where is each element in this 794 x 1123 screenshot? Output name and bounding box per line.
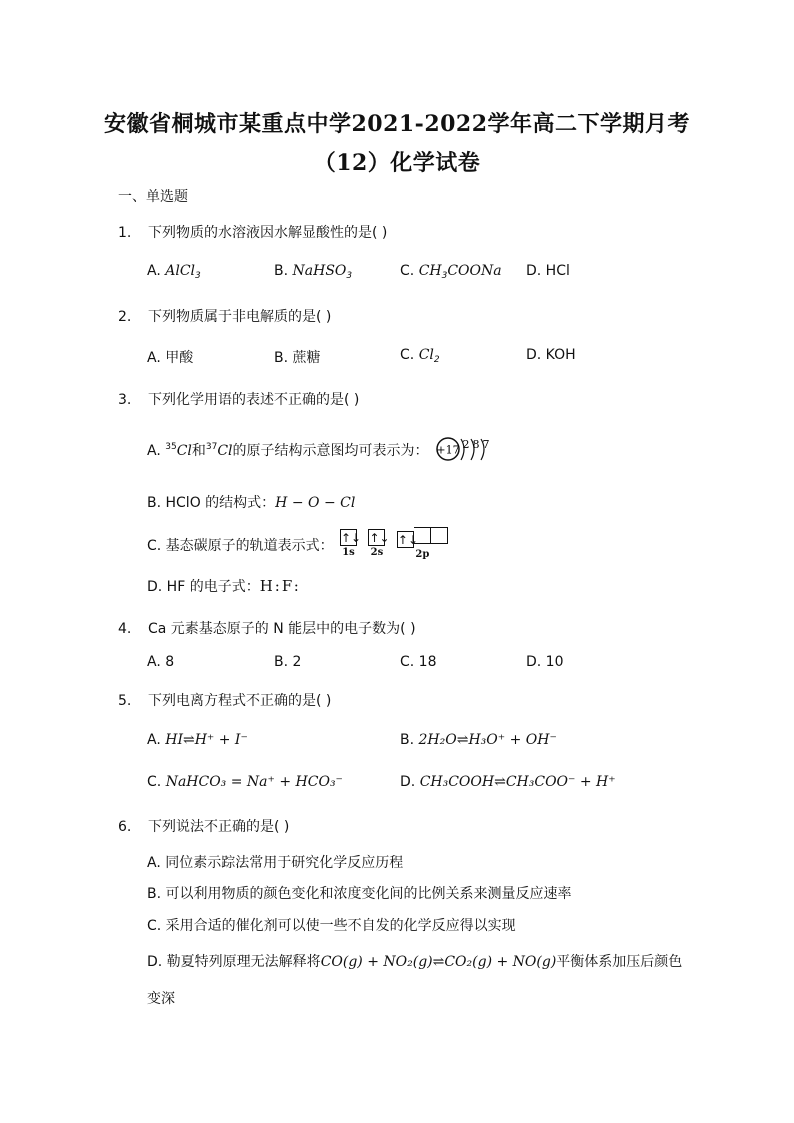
question-1 [118, 222, 387, 242]
q5-option-b: B. 2H₂O⇌H₃O⁺ + OH⁻ [400, 732, 557, 748]
question-4 [118, 618, 416, 638]
question-stem: 下列物质属于非电解质的是( ) [148, 309, 332, 325]
question-stem: 下列说法不正确的是( ) [148, 819, 290, 835]
q5-option-a: A. HI⇌H⁺ + I⁻ [147, 732, 248, 748]
q1-option-d: D. HCl [526, 263, 570, 279]
question-number: 4. [118, 621, 132, 637]
orbital-1s: ↑↓ 1s [341, 531, 362, 558]
orbital-2s: ↑↓ 2s [369, 531, 390, 558]
q6-option-b: B. 可以利用物质的颜色变化和浓度变化间的比例关系来测量反应速率 [147, 886, 572, 902]
q3-option-c: C. 基态碳原子的轨道表示式： [147, 538, 334, 554]
q3-option-d: D. HF 的电子式：H:F: [147, 577, 301, 595]
question-stem: 下列电离方程式不正确的是( ) [148, 693, 332, 709]
shell-1-electrons: 2 [462, 438, 470, 451]
q5-option-c: C. NaHCO₃ = Na⁺ + HCO₃⁻ [147, 774, 343, 790]
nucleus-charge: +17 [436, 443, 460, 457]
orbital-diagram [340, 527, 448, 560]
question-2 [118, 306, 331, 326]
question-number: 1. [118, 225, 132, 241]
question-stem: 下列物质的水溶液因水解显酸性的是( ) [148, 225, 388, 241]
q1-option-c: C. $CH_3COONa$ [400, 263, 502, 281]
q1-option-b: B. NaHSO$_3$ [274, 263, 353, 281]
q3-option-a: A. $^{35}$Cl和$^{37}$Cl的原子结构示意图均可表示为： [147, 442, 429, 459]
question-stem: Ca 元素基态原子的 N 能层中的电子数为( ) [148, 621, 416, 637]
question-3 [118, 389, 359, 409]
q6-option-c: C. 采用合适的催化剂可以使一些不自发的化学反应得以实现 [147, 918, 516, 934]
exam-title-line2: （12）化学试卷 [313, 150, 481, 176]
q5-option-d: D. CH₃COOH⇌CH₃COO⁻ + H⁺ [400, 774, 616, 790]
q2-option-b: B. 蔗糖 [274, 350, 321, 366]
q2-option-d: D. KOH [526, 347, 576, 363]
q4-option-a: A. 8 [147, 654, 175, 670]
q6-option-a: A. 同位素示踪法常用于研究化学反应历程 [147, 855, 404, 871]
q3-option-b: B. HClO 的结构式：H − O − Cl [147, 495, 356, 511]
q6-option-d: D. 勒夏特列原理无法解释将CO(g) + NO₂(g)⇌CO₂(g) + NO(g)平衡体系加压后颜色 [147, 954, 683, 970]
shell-3-electrons: 7 [482, 438, 490, 451]
q6-option-d-continued: 变深 [147, 991, 175, 1007]
atomic-structure-diagram [434, 434, 496, 470]
question-5 [118, 690, 331, 710]
q2-option-c: C. $Cl_2$ [400, 347, 440, 365]
question-6 [118, 816, 289, 836]
exam-title-line1: 安徽省桐城市某重点中学2021-2022学年高二下学期月考 [103, 111, 691, 137]
question-number: 5. [118, 693, 132, 709]
question-stem: 下列化学用语的表述不正确的是( ) [148, 392, 360, 408]
q4-option-c: C. 18 [400, 654, 437, 670]
q2-option-a: A. 甲酸 [147, 350, 194, 366]
shell-2-electrons: 8 [472, 438, 480, 451]
q4-option-b: B. 2 [274, 654, 302, 670]
q4-option-d: D. 10 [526, 654, 564, 670]
orbital-2p: ↑↓ 2p [397, 527, 448, 560]
hf-electron-formula: H:F: [259, 577, 301, 595]
question-number: 6. [118, 819, 132, 835]
question-number: 3. [118, 392, 132, 408]
q1-option-a: A. AlCl$_3$ [147, 263, 201, 281]
question-number: 2. [118, 309, 132, 325]
section-heading: 一、单选题 [118, 189, 188, 205]
